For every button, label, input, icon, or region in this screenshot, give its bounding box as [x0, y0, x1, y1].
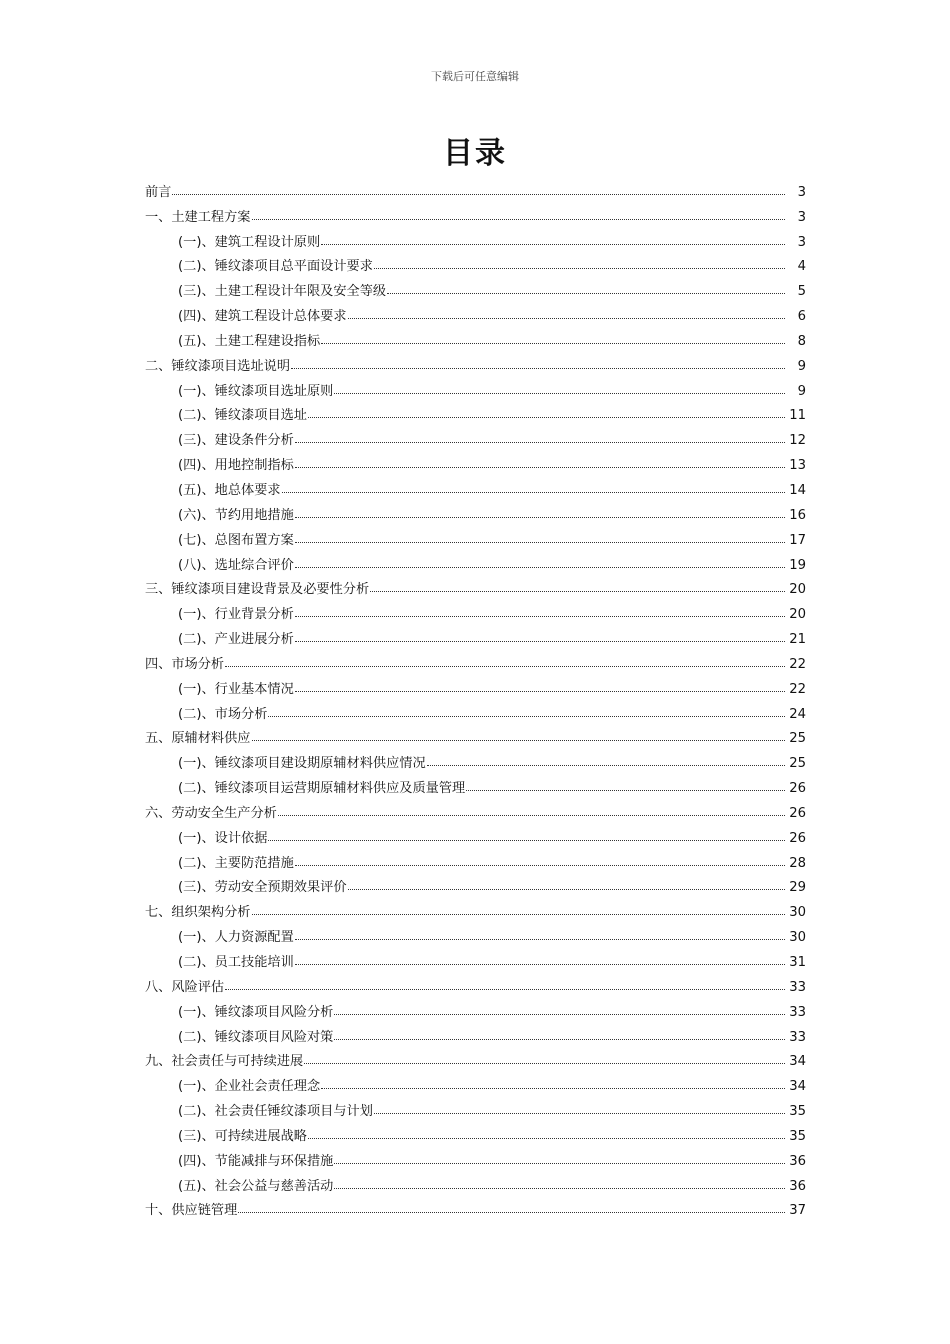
toc-entry-label: 前言	[145, 184, 172, 200]
toc-page-number: 26	[789, 805, 806, 821]
toc-dot-leader	[374, 268, 785, 269]
toc-subentry[interactable]	[145, 995, 806, 1020]
toc-dot-leader	[308, 1138, 785, 1139]
toc-dot-leader	[308, 417, 785, 418]
toc-dot-leader	[295, 691, 785, 692]
toc-page-number: 30	[789, 905, 806, 921]
toc-entry-label: 八、风险评估	[145, 979, 225, 995]
toc-page-number: 9	[797, 358, 806, 374]
toc-entry-label: 四、市场分析	[145, 656, 225, 672]
toc-subentry[interactable]	[145, 771, 806, 796]
toc-dot-leader	[304, 1063, 785, 1064]
toc-page-number: 33	[789, 1029, 806, 1045]
toc-page-number: 37	[789, 1203, 806, 1219]
toc-dot-leader	[334, 1163, 785, 1164]
toc-dot-leader	[334, 1039, 785, 1040]
toc-subentry[interactable]	[145, 871, 806, 896]
toc-entry-label: (三)、建设条件分析	[178, 433, 294, 449]
toc-page-number: 8	[797, 333, 806, 349]
toc-entry-label: (二)、主要防范措施	[178, 855, 294, 871]
toc-entry[interactable]	[145, 647, 806, 672]
toc-dot-leader	[334, 1014, 785, 1015]
toc-page-number: 13	[789, 458, 806, 474]
toc-entry[interactable]	[145, 1045, 806, 1070]
toc-entry-label: (二)、锤纹漆项目选址	[178, 408, 307, 424]
toc-page-number: 4	[797, 259, 806, 275]
toc-page-number: 14	[789, 482, 806, 498]
toc-page-number: 34	[789, 1054, 806, 1070]
toc-entry-label: 三、锤纹漆项目建设背景及必要性分析	[145, 582, 370, 598]
toc-subentry[interactable]	[145, 423, 806, 448]
toc-entry[interactable]	[145, 349, 806, 374]
toc-entry[interactable]	[145, 1194, 806, 1219]
toc-dot-leader	[295, 865, 785, 866]
toc-subentry[interactable]	[145, 324, 806, 349]
toc-entry-label: (一)、行业基本情况	[178, 681, 294, 697]
toc-entry-label: (二)、市场分析	[178, 706, 268, 722]
toc-page-number: 26	[789, 781, 806, 797]
toc-entry-label: (一)、设计依据	[178, 830, 268, 846]
toc-subentry[interactable]	[145, 672, 806, 697]
toc-entry-label: 七、组织架构分析	[145, 905, 251, 921]
toc-subentry[interactable]	[145, 1020, 806, 1045]
toc-entry-label: (二)、产业进展分析	[178, 632, 294, 648]
toc-entry-label: (四)、用地控制指标	[178, 458, 294, 474]
toc-dot-leader	[295, 542, 785, 543]
toc-entry-label: (五)、社会公益与慈善活动	[178, 1178, 334, 1194]
toc-dot-leader	[348, 889, 785, 890]
toc-subentry[interactable]	[145, 597, 806, 622]
toc-subentry[interactable]	[145, 498, 806, 523]
toc-dot-leader	[348, 318, 785, 319]
toc-page-number: 17	[789, 532, 806, 548]
toc-entry-label: (一)、人力资源配置	[178, 930, 294, 946]
toc-dot-leader	[334, 393, 785, 394]
toc-page-number: 28	[789, 855, 806, 871]
toc-entry-label: (三)、土建工程设计年限及安全等级	[178, 284, 387, 300]
toc-subentry[interactable]	[145, 1094, 806, 1119]
toc-page-number: 25	[789, 756, 806, 772]
toc-subentry[interactable]	[145, 1144, 806, 1169]
toc-page-number: 9	[797, 383, 806, 399]
toc-dot-leader	[295, 641, 785, 642]
toc-subentry[interactable]	[145, 473, 806, 498]
toc-page-number: 12	[789, 433, 806, 449]
toc-subentry[interactable]	[145, 622, 806, 647]
toc-entry[interactable]	[145, 175, 806, 200]
toc-dot-leader	[238, 1212, 785, 1213]
toc-dot-leader	[321, 343, 785, 344]
toc-entry-label: (二)、锤纹漆项目风险对策	[178, 1029, 334, 1045]
toc-entry-label: (四)、建筑工程设计总体要求	[178, 309, 347, 325]
toc-page-number: 33	[789, 979, 806, 995]
toc-entry[interactable]	[145, 573, 806, 598]
toc-dot-leader	[295, 567, 785, 568]
toc-page-number: 6	[797, 309, 806, 325]
toc-entry-label: 九、社会责任与可持续进展	[145, 1054, 304, 1070]
toc-dot-leader	[427, 765, 785, 766]
toc-entry-label: (二)、锤纹漆项目运营期原辅材料供应及质量管理	[178, 781, 466, 797]
toc-entry-label: 一、土建工程方案	[145, 209, 251, 225]
toc-subentry[interactable]	[145, 250, 806, 275]
toc-page-number: 3	[797, 234, 806, 250]
toc-subentry[interactable]	[145, 821, 806, 846]
toc-page-number: 20	[789, 582, 806, 598]
toc-entry-label: (一)、企业社会责任理念	[178, 1079, 321, 1095]
toc-dot-leader	[225, 989, 785, 990]
toc-entry-label: (六)、节约用地措施	[178, 507, 294, 523]
toc-page-number: 20	[789, 607, 806, 623]
toc-entry-label: (一)、建筑工程设计原则	[178, 234, 321, 250]
toc-subentry[interactable]	[145, 920, 806, 945]
toc-page-number: 25	[789, 731, 806, 747]
toc-page-number: 21	[789, 632, 806, 648]
toc-page-number: 22	[789, 656, 806, 672]
toc-page-number: 26	[789, 830, 806, 846]
toc-subentry[interactable]	[145, 448, 806, 473]
toc-dot-leader	[295, 964, 785, 965]
toc-subentry[interactable]	[145, 1169, 806, 1194]
toc-entry[interactable]	[145, 895, 806, 920]
toc-entry-label: (二)、锤纹漆项目总平面设计要求	[178, 259, 373, 275]
toc-subentry[interactable]	[145, 374, 806, 399]
toc-subentry[interactable]	[145, 846, 806, 871]
toc-dot-leader	[295, 517, 785, 518]
toc-dot-leader	[321, 1088, 785, 1089]
toc-page-number: 35	[789, 1104, 806, 1120]
toc-page-number: 29	[789, 880, 806, 896]
toc-dot-leader	[252, 219, 786, 220]
toc-page-number: 34	[789, 1079, 806, 1095]
toc-page-number: 30	[789, 930, 806, 946]
toc-entry-label: 十、供应链管理	[145, 1203, 238, 1219]
toc-entry-label: (一)、行业背景分析	[178, 607, 294, 623]
toc-subentry[interactable]	[145, 1069, 806, 1094]
toc-page-number: 36	[789, 1153, 806, 1169]
toc-dot-leader	[370, 591, 785, 592]
toc-entry-label: (八)、选址综合评价	[178, 557, 294, 573]
toc-entry-label: 二、锤纹漆项目选址说明	[145, 358, 291, 374]
toc-page-number: 35	[789, 1128, 806, 1144]
toc-dot-leader	[466, 790, 785, 791]
toc-page-number: 31	[789, 955, 806, 970]
toc-dot-leader	[374, 1113, 785, 1114]
toc-dot-leader	[334, 1188, 785, 1189]
toc-dot-leader	[291, 368, 785, 369]
toc-subentry[interactable]	[145, 274, 806, 299]
toc-entry-label: (三)、可持续进展战略	[178, 1128, 307, 1144]
toc-entry-label: (七)、总图布置方案	[178, 532, 294, 548]
toc-entry-label: (一)、锤纹漆项目风险分析	[178, 1004, 334, 1020]
toc-page-number: 19	[789, 557, 806, 573]
toc-entry-label: (四)、节能减排与环保措施	[178, 1153, 334, 1169]
toc-dot-leader	[282, 492, 785, 493]
toc-dot-leader	[321, 244, 785, 245]
toc-page-number: 16	[789, 507, 806, 523]
toc-entry-label: (三)、劳动安全预期效果评价	[178, 880, 347, 896]
table-of-contents	[145, 175, 806, 1218]
toc-subentry[interactable]	[145, 746, 806, 771]
toc-page-number: 22	[789, 681, 806, 697]
toc-subentry[interactable]	[145, 399, 806, 424]
toc-entry-label: 五、原辅材料供应	[145, 731, 251, 747]
toc-subentry[interactable]	[145, 697, 806, 722]
toc-subentry[interactable]	[145, 225, 806, 250]
toc-subentry[interactable]	[145, 523, 806, 548]
toc-entry[interactable]	[145, 796, 806, 821]
toc-page-number: 36	[789, 1178, 806, 1194]
toc-dot-leader	[268, 716, 785, 717]
toc-dot-leader	[295, 616, 785, 617]
toc-dot-leader	[295, 467, 785, 468]
toc-subentry[interactable]	[145, 548, 806, 573]
page-header-note: 下载后可任意编辑	[431, 70, 519, 83]
toc-entry-label: (二)、员工技能培训	[178, 955, 294, 970]
toc-page-number: 24	[789, 706, 806, 722]
toc-entry-label: (五)、地总体要求	[178, 482, 281, 498]
toc-entry-label: (一)、锤纹漆项目选址原则	[178, 383, 334, 399]
toc-dot-leader	[295, 939, 785, 940]
toc-dot-leader	[225, 666, 785, 667]
toc-entry-label: 六、劳动安全生产分析	[145, 805, 277, 821]
toc-entry-label: (二)、社会责任锤纹漆项目与计划	[178, 1104, 373, 1120]
toc-page-number: 33	[789, 1004, 806, 1020]
toc-dot-leader	[268, 840, 785, 841]
toc-entry[interactable]	[145, 200, 806, 225]
toc-subentry[interactable]	[145, 945, 806, 970]
toc-entry-label: (一)、锤纹漆项目建设期原辅材料供应情况	[178, 756, 426, 772]
toc-subentry[interactable]	[145, 299, 806, 324]
toc-entry[interactable]	[145, 970, 806, 995]
toc-page-number: 11	[789, 408, 806, 424]
toc-dot-leader	[278, 815, 785, 816]
toc-subentry[interactable]	[145, 1119, 806, 1144]
toc-page-number: 3	[797, 184, 806, 200]
toc-dot-leader	[172, 194, 785, 195]
toc-dot-leader	[387, 293, 785, 294]
toc-dot-leader	[252, 914, 786, 915]
toc-dot-leader	[295, 442, 785, 443]
toc-entry-label: (五)、土建工程建设指标	[178, 333, 321, 349]
toc-entry[interactable]	[145, 722, 806, 747]
toc-page-number: 5	[797, 284, 806, 300]
page-title: 目录	[443, 136, 507, 171]
toc-dot-leader	[252, 740, 786, 741]
toc-page-number: 3	[797, 209, 806, 225]
